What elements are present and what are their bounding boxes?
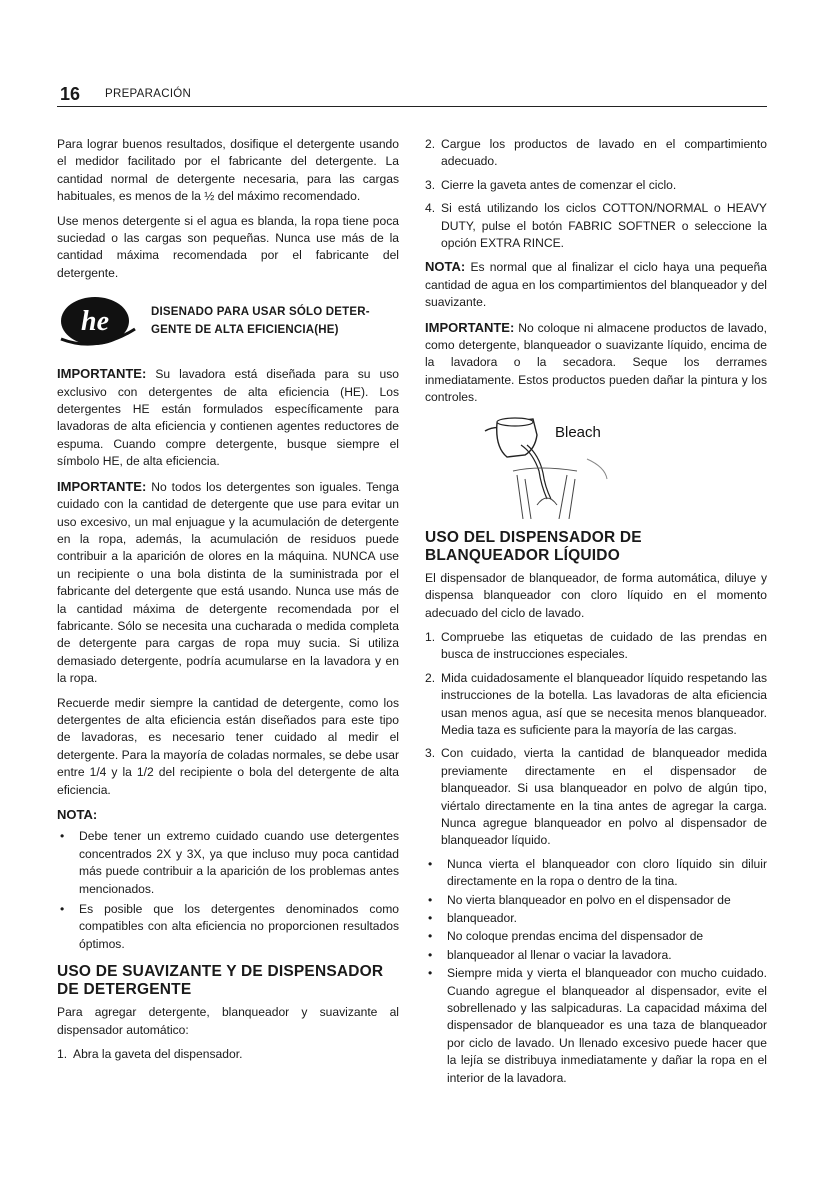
bleach-intro: El dispensador de blanqueador, de forma automática, diluye y dispensa blanqueador con cloro líquido en el momento adecuado del ciclo de lavado.	[425, 570, 767, 620]
he-notice	[57, 289, 399, 353]
page-number: 16	[60, 84, 81, 104]
nota-label: NOTA:	[425, 259, 466, 275]
bleach-bullets	[425, 856, 767, 1087]
intro-paragraph: Para lograr buenos resultados, dosifique el detergente usando el medidor facilitado por el fabricante del detergente. La cantidad normal de detergente necesaria, para las cargas habituales, es menos de la ½ del máximo recomendado.	[57, 137, 399, 204]
step-number: 1.	[57, 1047, 68, 1062]
step-number: 1.	[425, 629, 436, 644]
list-item	[425, 136, 767, 171]
dispenser-steps-continued	[425, 136, 767, 252]
list-item	[425, 745, 767, 849]
right-column	[425, 136, 767, 1093]
dispenser-intro: Para agregar detergente, blanqueador y suavizante al dispensador automático:	[57, 1005, 399, 1037]
step-text: Cierre la gaveta antes de comenzar el ciclo.	[441, 177, 677, 192]
important-storage-paragraph	[425, 319, 767, 407]
step-number: 2.	[425, 137, 436, 151]
list-item: • blanqueador.	[425, 910, 767, 927]
list-item	[425, 670, 767, 740]
list-item: • Nunca vierta el blanqueador con cloro líquido sin diluir directamente en la ropa o dentro de la tina.	[425, 856, 767, 891]
he-notice-text	[151, 303, 370, 339]
bleach-steps	[425, 629, 767, 850]
list-item: • No coloque prendas encima del dispensador de	[425, 928, 767, 945]
he-logo-icon	[57, 295, 137, 347]
nota-list	[57, 828, 399, 953]
important-he-text: Su lavadora está diseñada para su uso exclusivo con detergentes de alta eficiencia (HE). Los detergentes HE están formulados específicamente para lavadoras de alta eficiencia y contienen agentes reductores de espuma. Cuando compre detergente, busque siempre el símbolo HE, de alta eficiencia.	[57, 367, 399, 469]
list-item	[425, 629, 767, 664]
nota-text: Es normal que al finalizar el ciclo haya una pequeña cantidad de agua en los compartimientos del blanqueador y del suavizante.	[425, 260, 767, 310]
step-number: 3.	[425, 177, 436, 192]
soft-water-paragraph: Use menos detergente si el agua es blanda, la ropa tiene poca suciedad o las cargas son pequeñas. Nunca use más de la cantidad máxima recomendada por el fabricante del detergente.	[57, 213, 399, 280]
step-text: Compruebe las etiquetas de cuidado de las prendas en busca de instrucciones especiales.	[441, 629, 767, 662]
page-header	[57, 84, 767, 107]
list-item: • Debe tener un extremo cuidado cuando use detergentes concentrados 2X y 3X, ya que incluso muy poca cantidad más puede contribuir a la aparición de los problemas antes mencionados.	[57, 828, 399, 898]
list-item	[425, 177, 767, 194]
important-label: IMPORTANTE:	[57, 366, 147, 382]
list-item	[425, 200, 767, 252]
he-logo-text: he	[81, 306, 109, 338]
section-title: PREPARACIÓN	[105, 88, 192, 100]
dispenser-steps	[57, 1046, 399, 1063]
list-item: • blanqueador al llenar o vaciar la lavadora.	[425, 947, 767, 964]
important-storage-text: No coloque ni almacene productos de lavado, como detergente, blanqueador o suavizante líquido, encima de la lavadora o la secadora. Seque los derrames inmediatamente. Estos productos pueden dañar la pintura y los controles.	[425, 320, 767, 405]
he-notice-line-2: GENTE DE ALTA EFICIENCIA(HE)	[151, 324, 339, 337]
step-text: Con cuidado, vierta la cantidad de blanqueador medida previamente directamente en el dispensador de blanqueador. Si usa blanqueador en polvo de algún tipo, viértalo directamente en la tina antes de agregar la carga. Nunca agregue blanqueador en polvo al dispensador de blanqueador líquido.	[441, 746, 767, 848]
step-text: Mida cuidadosamente el blanqueador líquido respetando las instrucciones de la botella. Las lavadoras de alta eficiencia usan menos agua, así que se necesita menos blanqueador. Media taza es suficiente para la mayoría de las cargas.	[441, 670, 767, 737]
step-text: Si está utilizando los ciclos COTTON/NORMAL o HEAVY DUTY, pulse el botón FABRIC SOFTNER o seleccione la opción EXTRA RINCE.	[441, 201, 767, 251]
left-column	[57, 136, 399, 1069]
important-detergent-text: No todos los detergentes son iguales. Tenga cuidado con la cantidad de detergente que use para evitar un uso excesivo, un mal enjuague y la acumulación de detergente en la ropa, además, la acumulación de residuos puede contribuir a la aparición de olores en la máquina. NUNCA use un recipiente o una bola distinta de la suministrada por el fabricante del detergente que está usando. Nunca use más de la cantidad máxima de detergente recomendada por el fabricante. Sólo se necesita una cucharada o medida completa de detergente para cargas de ropa muy sucia. Si utiliza demasiado detergente, podría acumularse en la lavadora y en la ropa.	[57, 479, 399, 686]
section-heading-softener: USO DE SUAVIZANTE Y DE DISPENSADOR DE DETERGENTE	[57, 963, 384, 999]
important-label: IMPORTANTE:	[425, 319, 515, 335]
bleach-figure	[425, 415, 767, 519]
list-item: • Siempre mida y vierta el blanqueador con mucho cuidado. Cuando agregue el blanqueador al dispensador, evite el sobrellenado y las salpicaduras. La capacidad máxima del dispensador de blanqueador es una taza de blanqueador por ciclo de lavado. Un llenado excesivo puede hacer que la lejía se distribuya inmediatamente y dañar la ropa en el interior de la lavadora.	[425, 965, 767, 1087]
important-label: IMPORTANTE:	[57, 478, 147, 494]
bleach-label: Bleach	[555, 423, 601, 441]
nota-paragraph	[425, 258, 767, 311]
list-item	[57, 1046, 399, 1063]
he-notice-line-1: DISENADO PARA USAR SÓLO DETER-	[151, 306, 370, 319]
step-number: 4.	[425, 201, 436, 216]
important-he-paragraph	[57, 365, 399, 470]
list-item: • No vierta blanqueador en polvo en el dispensador de	[425, 892, 767, 909]
important-detergent-paragraph	[57, 478, 399, 688]
step-text: Abra la gaveta del dispensador.	[73, 1047, 243, 1062]
nota-heading: NOTA:	[57, 807, 98, 822]
step-number: 3.	[425, 746, 436, 761]
list-item: • Es posible que los detergentes denominados como compatibles con alta eficiencia no proporcionen resultados óptimos.	[57, 901, 399, 953]
bleach-pour-illustration	[477, 415, 627, 519]
step-text: Cargue los productos de lavado en el compartimiento adecuado.	[441, 137, 767, 169]
measure-paragraph: Recuerde medir siempre la cantidad de detergente, como los detergentes de alta eficiencia están diseñados para este tipo de lavadoras, es necesario tener cuidado al medir el detergente. Para la mayoría de coladas normales, se debe usar entre 1/4 y la 1/2 del recipiente o bola del detergente de alta eficiencia.	[57, 695, 399, 797]
section-heading-bleach: USO DEL DISPENSADOR DE BLANQUEADOR LÍQUIDO	[425, 528, 642, 564]
step-number: 2.	[425, 670, 436, 685]
